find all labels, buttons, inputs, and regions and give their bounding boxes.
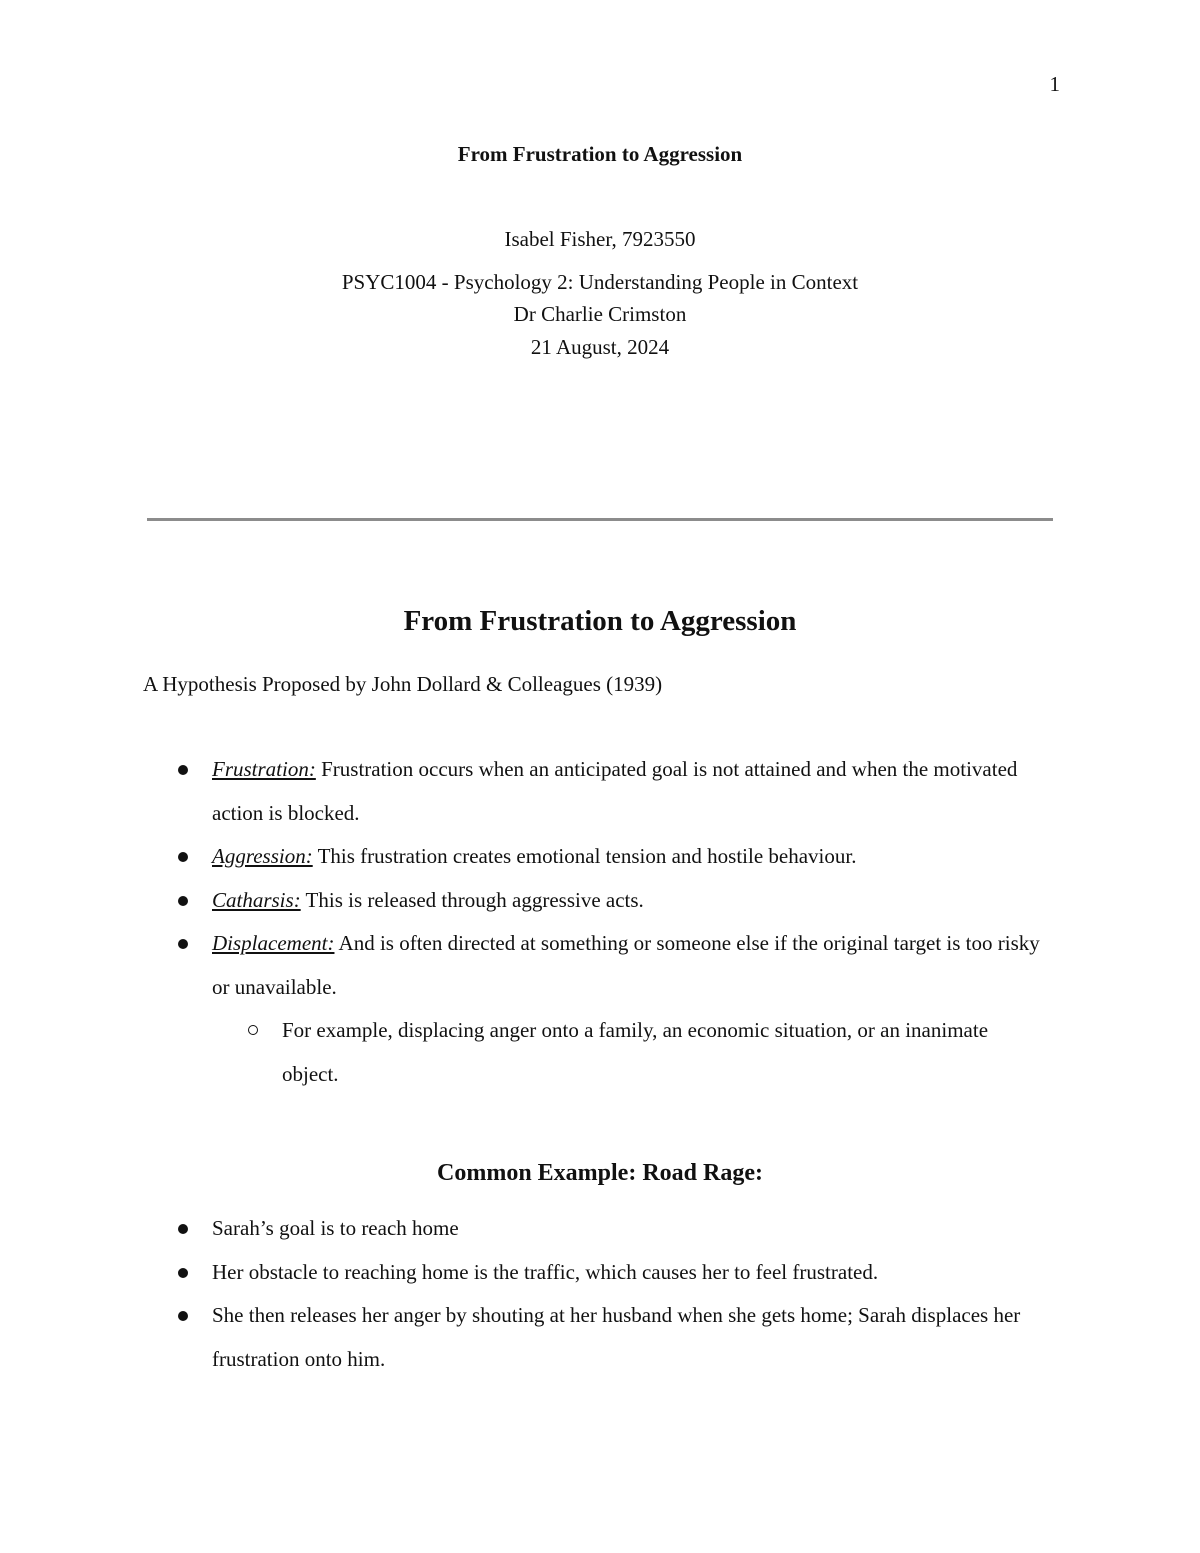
bullet-icon [178,1311,188,1321]
term-label: Displacement: [212,931,335,955]
definitions-list [0,748,1200,1096]
example-text: She then releases her anger by shouting at her husband when she gets home; Sarah displaces her frustration onto him. [212,1303,1021,1371]
horizontal-divider [147,518,1053,521]
example-text: Sarah’s goal is to reach home [212,1216,459,1240]
list-item [0,835,1062,879]
example-list [0,1207,1200,1381]
list-item [0,1207,1062,1251]
term-description: This is released through aggressive acts. [300,887,644,912]
list-item [0,879,1062,923]
subtitle: A Hypothesis Proposed by John Dollard & Colleagues (1939) [143,672,663,696]
example-text: Her obstacle to reaching home is the traffic, which causes her to feel frustrated. [212,1259,879,1284]
hollow-bullet-icon [248,1025,258,1035]
list-item [0,922,1062,1096]
list-item [0,748,1062,835]
cover-date: 21 August, 2024 [530,335,670,359]
term-label: Catharsis: [212,887,301,912]
bullet-icon [178,1224,188,1234]
cover-course: PSYC1004 - Psychology 2: Understanding People in Context [341,270,859,294]
term-label: Aggression: [212,844,313,868]
main-heading: From Frustration to Aggression [403,605,797,637]
cover-author: Isabel Fisher, 7923550 [504,227,696,251]
page-number: 1 [1049,72,1060,96]
cover-instructor: Dr Charlie Crimston [513,302,687,326]
bullet-icon [178,765,188,775]
list-item [0,1294,1062,1381]
term-description: And is often directed at something or someone else if the original target is too risky or unavailable. [212,931,1040,999]
sub-list-item [212,1009,1002,1096]
term-description: This frustration creates emotional tension and hostile behaviour. [312,844,857,868]
section-heading: Common Example: Road Rage: [437,1160,763,1186]
sub-list [212,1009,1062,1096]
bullet-icon [178,1268,188,1278]
bullet-icon [178,896,188,906]
bullet-icon [178,852,188,862]
bullet-icon [178,939,188,949]
term-description: Frustration occurs when an anticipated goal is not attained and when the motivated action is blocked. [212,757,1018,825]
term-label: Frustration: [212,757,316,781]
sub-item-text: For example, displacing anger onto a family, an economic situation, or an inanimate object. [282,1018,989,1086]
list-item [0,1251,1062,1295]
cover-title: From Frustration to Aggression [457,142,743,166]
